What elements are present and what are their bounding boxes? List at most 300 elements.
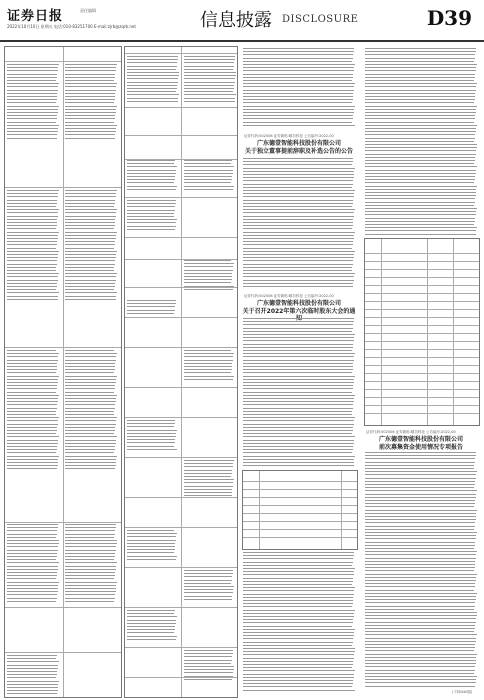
text-line xyxy=(365,134,475,135)
text-line xyxy=(184,286,234,287)
text-line xyxy=(243,238,354,239)
text-line xyxy=(65,118,115,119)
text-line xyxy=(365,660,476,661)
text-line xyxy=(65,109,116,110)
text-line xyxy=(127,623,176,624)
text-line xyxy=(65,264,115,265)
text-line xyxy=(184,170,233,171)
text-line xyxy=(7,430,57,431)
text-line xyxy=(7,228,56,229)
text-line xyxy=(243,619,353,620)
text-line xyxy=(65,459,116,460)
text-line xyxy=(365,221,475,222)
text-line xyxy=(365,468,474,469)
text-line xyxy=(127,226,176,227)
text-line xyxy=(7,385,57,386)
text-line xyxy=(184,676,233,677)
text-line xyxy=(7,353,59,354)
text-line xyxy=(184,379,233,380)
text-line xyxy=(184,270,233,271)
text-line xyxy=(65,138,115,139)
text-line xyxy=(127,203,176,204)
text-line xyxy=(127,613,174,614)
text-line xyxy=(365,90,476,91)
text-line xyxy=(184,460,234,461)
text-line xyxy=(65,232,117,233)
text-line xyxy=(7,687,58,688)
text-line xyxy=(243,328,353,329)
text-line xyxy=(365,586,475,587)
editor-label: 责任编辑 xyxy=(80,8,96,13)
text-line xyxy=(65,530,115,531)
text-line xyxy=(184,101,235,102)
text-line xyxy=(365,173,476,174)
text-line xyxy=(65,543,117,544)
text-line xyxy=(243,603,353,604)
text-line xyxy=(243,462,354,463)
text-line xyxy=(7,193,58,194)
text-line xyxy=(365,580,476,581)
text-line xyxy=(7,690,58,691)
text-line xyxy=(7,684,58,685)
text-line xyxy=(7,267,56,268)
text-line xyxy=(7,219,57,220)
text-line xyxy=(243,424,354,425)
text-line xyxy=(365,118,475,119)
text-line xyxy=(65,219,115,220)
text-line xyxy=(243,225,353,226)
text-line xyxy=(65,241,115,242)
text-line xyxy=(365,150,476,151)
text-line xyxy=(7,443,58,444)
text-line xyxy=(365,195,476,196)
text-line xyxy=(243,93,353,94)
text-line xyxy=(7,420,58,421)
text-line xyxy=(184,666,234,667)
notice-3-company: 广东德壹智能科技股份有限公司 xyxy=(378,436,463,443)
text-line xyxy=(243,648,355,649)
text-line xyxy=(7,459,58,460)
text-line xyxy=(365,538,476,539)
issue-meta: 2022年10月10日 星期五 电话:010-83251700 E-mail:zjrb@zqrb.net xyxy=(7,24,136,29)
text-line xyxy=(7,404,57,405)
text-line xyxy=(184,356,233,357)
text-line xyxy=(127,629,175,630)
text-line xyxy=(65,363,115,364)
text-line xyxy=(65,449,115,450)
text-line xyxy=(243,417,355,418)
notice-3-codes: 证券代码:002006 证券简称:精功科技 公告编号:2022-00 xyxy=(366,430,456,434)
text-line xyxy=(7,74,57,75)
text-line xyxy=(365,128,476,129)
text-line xyxy=(7,433,56,434)
text-line xyxy=(243,193,354,194)
text-line xyxy=(184,672,233,673)
text-line xyxy=(7,366,57,367)
text-line xyxy=(127,163,174,164)
text-line xyxy=(184,353,234,354)
text-line xyxy=(127,423,175,424)
text-line xyxy=(65,353,117,354)
text-line xyxy=(243,597,353,598)
text-line xyxy=(65,216,116,217)
text-line xyxy=(127,543,175,544)
text-line xyxy=(365,131,476,132)
text-line xyxy=(184,279,232,280)
text-line xyxy=(243,427,353,428)
text-line xyxy=(365,497,476,498)
text-line xyxy=(184,586,234,587)
text-line xyxy=(243,690,355,691)
text-line xyxy=(243,350,352,351)
text-line xyxy=(7,668,58,669)
text-line xyxy=(127,559,176,560)
text-line xyxy=(65,286,115,287)
text-line xyxy=(7,408,57,409)
text-line xyxy=(243,385,353,386)
text-line xyxy=(65,468,115,469)
text-line xyxy=(127,170,176,171)
text-line xyxy=(7,372,56,373)
text-line xyxy=(7,203,57,204)
text-line xyxy=(7,280,58,281)
text-line xyxy=(65,427,115,428)
text-line xyxy=(243,260,353,261)
text-line xyxy=(127,88,177,89)
notice-2-title: 关于召开2022年第六次临时股东大会的通 xyxy=(242,308,356,315)
text-line xyxy=(184,289,233,290)
text-line xyxy=(365,535,476,536)
text-line xyxy=(65,411,114,412)
text-line xyxy=(65,273,117,274)
text-line xyxy=(7,449,57,450)
text-line xyxy=(127,219,177,220)
text-line xyxy=(184,489,232,490)
text-line xyxy=(184,72,236,73)
text-line xyxy=(127,420,175,421)
text-line xyxy=(7,588,58,589)
text-line xyxy=(65,200,115,201)
text-line xyxy=(243,552,354,553)
text-line xyxy=(243,196,354,197)
text-line xyxy=(365,599,476,600)
text-line xyxy=(243,286,353,287)
text-line xyxy=(65,446,115,447)
text-line xyxy=(365,163,474,164)
text-line xyxy=(243,99,353,100)
text-line xyxy=(243,436,355,437)
text-line xyxy=(184,78,235,79)
text-line xyxy=(243,388,353,389)
text-line xyxy=(184,82,235,83)
text-line xyxy=(365,77,475,78)
text-line xyxy=(365,227,477,228)
text-line xyxy=(127,179,175,180)
text-line xyxy=(243,241,353,242)
text-line xyxy=(127,85,177,86)
text-line xyxy=(127,313,174,314)
text-line xyxy=(7,125,59,126)
text-line xyxy=(243,80,352,81)
text-line xyxy=(7,582,59,583)
continued-marker: (下转D40版) xyxy=(452,690,473,694)
text-line xyxy=(365,102,474,103)
text-line xyxy=(7,379,58,380)
text-line xyxy=(7,401,58,402)
text-line xyxy=(365,48,476,49)
text-line xyxy=(184,495,232,496)
text-line xyxy=(365,618,476,619)
text-line xyxy=(184,369,232,370)
text-line xyxy=(127,556,177,557)
text-line xyxy=(365,545,475,546)
text-line xyxy=(365,211,476,212)
text-line xyxy=(65,559,114,560)
text-line xyxy=(65,360,116,361)
text-line xyxy=(65,238,116,239)
text-line xyxy=(365,458,475,459)
text-line xyxy=(243,216,354,217)
text-line xyxy=(243,318,354,319)
text-line xyxy=(365,686,475,687)
text-line xyxy=(184,573,233,574)
text-line xyxy=(65,546,116,547)
text-line xyxy=(7,591,58,592)
text-line xyxy=(127,610,175,611)
text-line xyxy=(243,254,354,255)
text-line xyxy=(184,75,236,76)
text-line xyxy=(7,206,56,207)
text-line xyxy=(184,580,232,581)
text-line xyxy=(243,337,354,338)
text-line xyxy=(65,369,115,370)
text-line xyxy=(365,86,476,87)
text-line xyxy=(365,564,475,565)
text-line xyxy=(65,235,116,236)
text-line xyxy=(365,510,477,511)
text-line xyxy=(365,208,477,209)
text-line xyxy=(184,186,234,187)
text-line xyxy=(243,626,352,627)
text-line xyxy=(65,106,117,107)
text-line xyxy=(365,218,475,219)
text-line xyxy=(65,524,116,525)
text-line xyxy=(127,56,178,57)
text-line xyxy=(65,280,116,281)
text-line xyxy=(365,234,476,235)
text-line xyxy=(243,369,353,370)
text-line xyxy=(243,372,352,373)
text-line xyxy=(243,54,353,55)
text-line xyxy=(7,260,57,261)
text-line xyxy=(7,292,59,293)
text-line xyxy=(65,77,115,78)
text-line xyxy=(365,462,475,463)
text-line xyxy=(365,628,475,629)
text-line xyxy=(365,93,475,94)
text-line xyxy=(243,102,352,103)
text-line xyxy=(7,273,59,274)
text-line xyxy=(243,283,353,284)
text-line xyxy=(365,61,474,62)
text-line xyxy=(243,420,354,421)
text-line xyxy=(127,430,177,431)
text-line xyxy=(365,625,475,626)
text-line xyxy=(7,225,57,226)
text-line xyxy=(7,655,57,656)
text-line xyxy=(243,408,353,409)
text-line xyxy=(365,676,477,677)
text-line xyxy=(365,478,476,479)
text-line xyxy=(243,83,355,84)
text-line xyxy=(65,128,116,129)
text-line xyxy=(243,578,353,579)
text-line xyxy=(65,83,117,84)
text-line xyxy=(243,667,352,668)
text-line xyxy=(65,122,114,123)
text-line xyxy=(65,388,115,389)
text-line xyxy=(184,650,233,651)
text-line xyxy=(365,54,475,55)
text-line xyxy=(7,462,58,463)
text-line xyxy=(7,115,57,116)
text-line xyxy=(65,462,116,463)
text-line xyxy=(7,138,57,139)
text-line xyxy=(365,561,475,562)
text-line xyxy=(127,62,177,63)
text-line xyxy=(184,179,232,180)
text-line xyxy=(243,61,352,62)
text-line xyxy=(7,424,58,425)
text-line xyxy=(127,75,179,76)
text-line xyxy=(65,385,115,386)
text-line xyxy=(127,66,177,67)
text-line xyxy=(7,677,56,678)
text-line xyxy=(365,503,475,504)
text-line xyxy=(184,282,231,283)
text-line xyxy=(7,566,58,567)
text-line xyxy=(7,200,57,201)
text-line xyxy=(7,540,59,541)
text-line xyxy=(243,398,354,399)
text-line xyxy=(7,112,58,113)
text-line xyxy=(243,280,354,281)
text-line xyxy=(127,620,176,621)
text-line xyxy=(243,658,354,659)
text-line xyxy=(7,77,57,78)
text-line xyxy=(127,173,176,174)
text-line xyxy=(243,449,353,450)
text-line xyxy=(243,632,354,633)
text-line xyxy=(127,549,175,550)
text-line xyxy=(184,366,232,367)
text-line xyxy=(365,670,475,671)
text-line xyxy=(365,519,476,520)
text-line xyxy=(65,534,115,535)
text-line xyxy=(243,248,352,249)
text-line xyxy=(7,411,56,412)
text-line xyxy=(7,96,57,97)
text-line xyxy=(365,682,476,683)
text-line xyxy=(184,173,233,174)
text-line xyxy=(7,70,58,71)
text-line xyxy=(184,66,234,67)
text-line xyxy=(243,376,355,377)
text-line xyxy=(365,160,475,161)
text-line xyxy=(365,490,477,491)
text-line xyxy=(127,449,177,450)
text-line xyxy=(243,353,355,354)
notice-1-company: 广东德壹智能科技股份有限公司 xyxy=(256,140,341,147)
text-line xyxy=(243,58,353,59)
text-line xyxy=(65,404,115,405)
text-line xyxy=(184,599,232,600)
text-line xyxy=(127,82,178,83)
text-line xyxy=(184,163,231,164)
text-line xyxy=(65,102,114,103)
text-line xyxy=(7,456,59,457)
text-line xyxy=(243,244,353,245)
text-line xyxy=(243,112,354,113)
text-line xyxy=(243,395,355,396)
text-line xyxy=(243,184,353,185)
text-line xyxy=(7,131,58,132)
text-line xyxy=(184,589,233,590)
text-line xyxy=(365,654,477,655)
text-line xyxy=(365,230,476,231)
text-line xyxy=(365,554,476,555)
text-line xyxy=(184,273,232,274)
text-line xyxy=(365,631,474,632)
text-line xyxy=(65,86,116,87)
text-line xyxy=(65,209,117,210)
text-line xyxy=(65,190,117,191)
text-line xyxy=(365,452,476,453)
text-line xyxy=(7,289,56,290)
text-line xyxy=(365,583,475,584)
text-line xyxy=(7,118,57,119)
text-line xyxy=(243,670,355,671)
text-line xyxy=(65,527,116,528)
text-line xyxy=(243,587,355,588)
text-line xyxy=(365,551,477,552)
text-line xyxy=(127,536,176,537)
text-line xyxy=(243,122,352,123)
text-line xyxy=(365,170,476,171)
notice-1-codes: 证券代码:002006 证券简称:精功科技 公告编号:2022-00 xyxy=(244,134,334,138)
text-line xyxy=(65,537,114,538)
text-line xyxy=(65,93,115,94)
text-line xyxy=(365,641,476,642)
text-line xyxy=(243,642,353,643)
text-line xyxy=(7,524,58,525)
text-line xyxy=(65,366,115,367)
text-line xyxy=(184,479,234,480)
text-line xyxy=(7,67,58,68)
text-line xyxy=(184,679,232,680)
text-line xyxy=(365,166,477,167)
text-line xyxy=(243,219,353,220)
text-line xyxy=(65,134,115,135)
text-line xyxy=(243,228,352,229)
text-line xyxy=(7,440,58,441)
text-line xyxy=(127,310,175,311)
text-line xyxy=(365,109,476,110)
text-line xyxy=(365,96,475,97)
text-line xyxy=(127,69,176,70)
text-line xyxy=(365,224,474,225)
text-line xyxy=(243,430,353,431)
